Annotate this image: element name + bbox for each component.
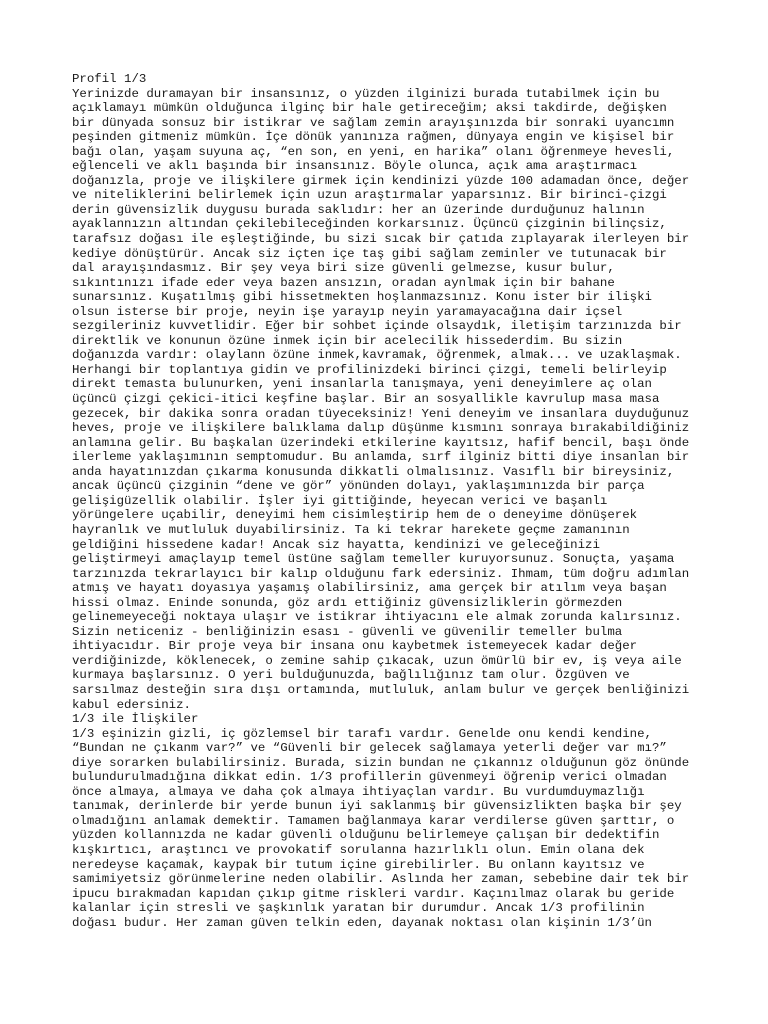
text-line: anlamına gelir. Bu başkalan üzerindeki etkilerine kayıtsız, hafif bencil, başı önde bbox=[72, 435, 690, 450]
text-line: tarafsız doğası ile eşleştiğinde, bu sizi sıcak bir çatıda zıplayarak ilerleyen bir bbox=[72, 232, 690, 247]
text-line: yörüngelere uçabilir, deneyimi hem cisimleştirip hem de o deneyime dönüşerek bbox=[72, 508, 638, 523]
text-line: geliştirmeyi amaçlayıp temel üstüne sağlam temeller kuruyorsunuz. Sonuçta, yaşama bbox=[72, 552, 675, 567]
text-line: hissi olmaz. Eninde sonunda, göz ardı ettiğiniz güvensizliklerin görmezden bbox=[72, 595, 623, 610]
text-line: neredeyse kaçamak, kaypak bir tutum içine girebilirler. Bu onlann kayıtsız ve bbox=[72, 857, 645, 872]
text-line: samimiyetsiz görünmelerine neden olabilir. Aslında her zaman, sebebine dair tek bir bbox=[72, 872, 690, 887]
text-line: açıklamayı mümkün olduğunca ilginç bir hale getireceğim; aksi takdirde, değişken bbox=[72, 101, 667, 116]
text-line: kurmaya başlarsınız. O yeri bulduğunuzda, bağlılığınız tam olur. Özgüven ve bbox=[72, 668, 630, 683]
text-line: anda hayatınızdan çıkarma konusunda dikkatli olmalısınız. Vasıflı bir bireysiniz, bbox=[72, 464, 675, 479]
text-line: tarzınızda tekrarlayıcı bir kalıp olduğunu fark edersiniz. Ihmam, tüm doğru adımlan bbox=[72, 566, 690, 581]
text-line: bir dünyada sonsuz bir istikrar ve sağlam zemin arayışınızda bir sonraki uyancımn bbox=[72, 115, 675, 130]
text-line: heves, proje ve ilişkilere balıklama dalıp düşünme kısmını sonraya bırakabildiğiniz bbox=[72, 421, 690, 436]
text-line: ayaklannızın altından çekilebileceğinden korkarsınız. Üçüncü çizginin bilinçsiz, bbox=[72, 217, 667, 232]
text-line: Herhangi bir toplantıya gidin ve profilinizdeki birinci çizgi, temeli belirleyip bbox=[72, 362, 667, 377]
text-line: sunarsınız. Kuşatılmış gibi hissetmekten hoşlanmazsınız. Konu ister bir ilişki bbox=[72, 290, 652, 305]
text-line: doğanızda vardır: olaylann özüne inmek,kavramak, öğrenmek, almak... ve uzaklaşmak. bbox=[72, 348, 682, 363]
text-line: “Bundan ne çıkanm var?” ve “Güvenli bir gelecek sağlamaya yeterli değer var mı?” bbox=[72, 741, 667, 756]
text-line: peşinden gitmeniz mümkün. İçe dönük yanınıza rağmen, dünyaya engin ve kişisel bir bbox=[72, 130, 675, 145]
text-line: gelişigüzellik olabilir. İşler iyi gittiğinde, heyecan verici ve başanlı bbox=[72, 493, 608, 508]
text-line: ilerleme yaklaşımının semptomudur. Bu anlamda, sırf ilginiz bitti diye insanlan bir bbox=[72, 450, 690, 465]
text-line: kediye dönüştürür. Ancak siz içten içe taş gibi sağlam zeminler ve tutunacak bir bbox=[72, 246, 667, 261]
text-line: bağı olan, yaşam suyuna aç, “en son, en yeni, en harika” olanı öğrenmeye hevesli, bbox=[72, 144, 675, 159]
text-line: derin güvensizlik duygusu burada saklıdır: her an üzerinde durduğunuz halının bbox=[72, 202, 645, 217]
text-line: sarsılmaz desteğin sıra dışı ortamında, mutluluk, anlam bulur ve gerçek benliğinizi bbox=[72, 682, 690, 697]
text-line: sezgileriniz kuvvetlidir. Eğer bir sohbet içinde olsaydık, iletişim tarzınızda bir bbox=[72, 319, 682, 334]
document-title: Profil 1/3 bbox=[72, 72, 147, 86]
text-line: verdiğinizde, köklenecek, o zemine sahip çıkacak, uzun ömürlü bir ev, iş veya aile bbox=[72, 653, 682, 668]
text-line: Yerinizde duramayan bir insansınız, o yüzden ilginizi burada tutabilmek için bu bbox=[72, 86, 660, 101]
text-line: ancak üçüncü çizginin “dene ve gör” yönünden dolayı, yaklaşımınızda bir parça bbox=[72, 479, 645, 494]
text-line: 1/3 eşinizin gizli, iç gözlemsel bir tarafı vardır. Genelde onu kendi kendine, bbox=[72, 726, 652, 741]
text-line: olsun isterse bir proje, neyin işe yarayıp neyin yaramayacağına dair içsel bbox=[72, 304, 623, 319]
text-line: kışkırtıcı, araştıncı ve provokatif sorulanna hazırlıklı olun. Emin olana dek bbox=[72, 842, 645, 857]
text-line: doğası budur. Her zaman güven telkin eden, dayanak noktası olan kişinin 1/3’ün bbox=[72, 915, 652, 930]
document-page bbox=[72, 72, 712, 930]
text-line: ihtiyacıdır. Bir proje veya bir insana onu kaybetmek istemeyecek kadar değer bbox=[72, 639, 638, 654]
text-line: olmadığını anlamak demektir. Tamamen bağlanmaya karar verdilerse güven şarttır, o bbox=[72, 813, 675, 828]
text-line: atmış ve hayatı doyasıya yaşamış olabilirsiniz, ama gerçek bir atılım veya başan bbox=[72, 581, 667, 596]
text-line: tanımak, derinlerde bir yerde bunun iyi saklanmış bir güvensizlikten başka bir şey bbox=[72, 799, 682, 814]
text-line: kalanlar için stresli ve şaşkınlık yaratan bir durumdur. Ancak 1/3 profilinin bbox=[72, 901, 645, 916]
section-heading: 1/3 ile İlişkiler bbox=[72, 712, 199, 727]
text-line: ve niteliklerini belirlemek için uzun araştırmalar yaparsınız. Bir birinci-çizgi bbox=[72, 188, 667, 203]
text-line: bulundurulmadığına dikkat edin. 1/3 profillerin güvenmeyi öğrenip verici olmadan bbox=[72, 770, 667, 785]
text-line: dal arayışındasmız. Bir şey veya biri size güvenli gelmezse, kusur bulur, bbox=[72, 261, 615, 276]
text-line: üçüncü çizgi çekici-itici keşfine başlar. Bir an sosyallikle kavrulup masa masa bbox=[72, 392, 660, 407]
text-line: ipucu bırakmadan kapıdan çıkıp gitme riskleri vardır. Kaçınılmaz olarak bu geride bbox=[72, 886, 675, 901]
text-line: kabul edersiniz. bbox=[72, 697, 191, 712]
text-line: diye sorarken bulabilirsiniz. Burada, sizin bundan ne çıkannız olduğunun göz önünde bbox=[72, 755, 690, 770]
text-line: gelinemeyeceği noktaya ulaşır ve istikrar ihtiyacını ele almak zorunda kalırsınız. bbox=[72, 610, 682, 625]
text-line: önce almaya, almaya ve daha çok almaya ihtiyaçlan vardır. Bu vurdumduymazlığı bbox=[72, 784, 645, 799]
text-line: direkt temasta bulunurken, yeni insanlarla tanışmaya, yeni deneyimlere aç olan bbox=[72, 377, 652, 392]
text-line: gezecek, bir dakika sonra oradan tüyeceksiniz! Yeni deneyim ve insanlara duyduğunuz bbox=[72, 406, 690, 421]
text-line: direktlik ve konunun özüne inmek için bir acelecilik hissederdim. Bu sizin bbox=[72, 333, 623, 348]
text-line: hayranlık ve mutluluk duyabilirsiniz. Ta ki tekrar harekete geçme zamanının bbox=[72, 522, 630, 537]
text-line: Sizin neticeniz - benliğinizin esası - güvenli ve güvenilir temeller bulma bbox=[72, 624, 623, 639]
text-line: geldiğini hissedene kadar! Ancak siz hayatta, kendinizi ve geleceğinizi bbox=[72, 537, 600, 552]
text-line: yüzden kollannızda ne kadar güvenli olduğunu belirlemeye çalışan bir dedektifin bbox=[72, 828, 660, 843]
text-line: doğanızla, proje ve ilişkilere girmek için kendinizi yüzde 100 adamadan önce, değer bbox=[72, 173, 690, 188]
text-line: sıkıntınızı ifade eder veya bazen ansızın, oradan aynlmak için bir bahane bbox=[72, 275, 615, 290]
text-line: eğlenceli ve aklı başında bir insansınız. Böyle olunca, açık ama araştırmacı bbox=[72, 159, 638, 174]
